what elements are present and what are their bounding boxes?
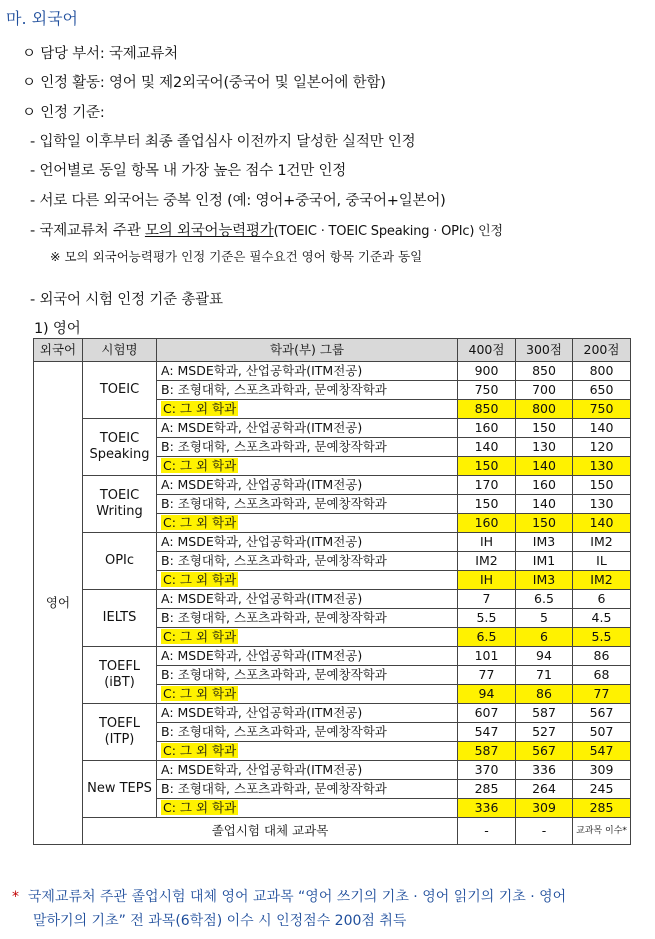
footnote-text-1: 국제교류처 주관 졸업시험 대체 영어 교과목 “영어 쓰기의 기초 · 영어 읽기의 기초 · 영어: [27, 889, 567, 905]
header-300: 300점: [516, 339, 573, 362]
group-label: A: MSDE학과, 산업공학과(ITM전공): [161, 534, 363, 549]
group-cell: [157, 495, 458, 514]
score-cell: IM2: [573, 571, 631, 590]
score-cell: 94: [516, 647, 573, 666]
score-cell: 309: [516, 799, 573, 818]
english-subheading: 1) 영어: [34, 321, 81, 337]
score-cell: 547: [458, 723, 516, 742]
score-cell: 850: [516, 362, 573, 381]
score-cell: 5.5: [573, 628, 631, 647]
score-cell: 4.5: [573, 609, 631, 628]
group-label: B: 조형대학, 스포츠과학과, 문예창작학과: [161, 382, 387, 397]
replacement-400: -: [458, 818, 516, 845]
criteria-item: - 입학일 이후부터 최종 졸업심사 이전까지 달성한 실적만 인정: [30, 134, 416, 150]
group-label: B: 조형대학, 스포츠과학과, 문예창작학과: [161, 724, 387, 739]
footnote-text-2: 말하기의 기초” 전 과목(6학점) 이수 시 인정점수 200점 취득: [33, 913, 407, 929]
group-cell: [157, 761, 458, 780]
group-cell: [157, 476, 458, 495]
score-cell: 336: [458, 799, 516, 818]
score-cell: IL: [573, 552, 631, 571]
score-cell: 130: [516, 438, 573, 457]
group-cell: [157, 609, 458, 628]
group-cell: [157, 419, 458, 438]
score-cell: 150: [516, 419, 573, 438]
group-cell: [157, 647, 458, 666]
footnote-line-1: [12, 886, 566, 906]
group-cell: [157, 533, 458, 552]
test-name-cell: OPIc: [83, 533, 157, 590]
mock-test-note: ※ 모의 외국어능력평가 인정 기준은 필수요건 영어 항목 기준과 동일: [50, 249, 423, 264]
score-cell: IM3: [516, 533, 573, 552]
replacement-300: -: [516, 818, 573, 845]
score-cell: 587: [516, 704, 573, 723]
score-cell: 527: [516, 723, 573, 742]
score-cell: 245: [573, 780, 631, 799]
score-cell: 140: [573, 514, 631, 533]
score-cell: 150: [458, 457, 516, 476]
group-cell: [157, 723, 458, 742]
group-cell: [157, 381, 458, 400]
score-cell: 700: [516, 381, 573, 400]
group-cell: [157, 552, 458, 571]
mock-test-prefix: - 국제교류처 주관: [30, 223, 145, 239]
score-cell: 150: [516, 514, 573, 533]
test-name-cell: TOEIC Writing: [83, 476, 157, 533]
header-400: 400점: [458, 339, 516, 362]
score-cell: 101: [458, 647, 516, 666]
score-cell: 650: [573, 381, 631, 400]
score-cell: 800: [516, 400, 573, 419]
group-label: C: 그 외 학과: [163, 743, 237, 758]
score-cell: 507: [573, 723, 631, 742]
group-label: C: 그 외 학과: [163, 572, 237, 587]
bullet-activity: ㅇ 인정 활동: 영어 및 제2외국어(중국어 및 일본어에 한함): [22, 75, 386, 91]
group-label: B: 조형대학, 스포츠과학과, 문예창작학과: [161, 781, 387, 796]
group-cell: [157, 362, 458, 381]
criteria-mock-test: [30, 219, 503, 240]
score-cell: 850: [458, 400, 516, 419]
score-cell: 160: [516, 476, 573, 495]
score-cell: 567: [573, 704, 631, 723]
score-cell: 567: [516, 742, 573, 761]
group-cell: [157, 514, 458, 533]
score-cell: 285: [458, 780, 516, 799]
group-label: C: 그 외 학과: [163, 458, 237, 473]
group-label: A: MSDE학과, 산업공학과(ITM전공): [161, 591, 363, 606]
score-cell: 309: [573, 761, 631, 780]
score-cell: 587: [458, 742, 516, 761]
score-cell: 77: [458, 666, 516, 685]
group-label: B: 조형대학, 스포츠과학과, 문예창작학과: [161, 553, 387, 568]
score-cell: 547: [573, 742, 631, 761]
score-cell: 750: [458, 381, 516, 400]
group-cell: [157, 571, 458, 590]
score-cell: IH: [458, 533, 516, 552]
group-label: B: 조형대학, 스포츠과학과, 문예창작학과: [161, 610, 387, 625]
group-label: A: MSDE학과, 산업공학과(ITM전공): [161, 420, 363, 435]
mock-test-underlined: 모의 외국어능력평가: [144, 223, 274, 239]
group-label: A: MSDE학과, 산업공학과(ITM전공): [161, 762, 363, 777]
score-cell: 370: [458, 761, 516, 780]
score-cell: 6.5: [516, 590, 573, 609]
group-label: C: 그 외 학과: [163, 686, 237, 701]
group-label: B: 조형대학, 스포츠과학과, 문예창작학과: [161, 667, 387, 682]
score-cell: 900: [458, 362, 516, 381]
table-row: [34, 419, 631, 438]
score-cell: 140: [516, 495, 573, 514]
table-header-row: [34, 339, 631, 362]
group-cell: [157, 590, 458, 609]
score-cell: 7: [458, 590, 516, 609]
group-cell: [157, 780, 458, 799]
score-cell: 130: [573, 495, 631, 514]
bullet-department: ㅇ 담당 부서: 국제교류처: [22, 46, 178, 62]
bullet-criteria: ㅇ 인정 기준:: [22, 105, 105, 121]
group-label: C: 그 외 학과: [163, 800, 237, 815]
score-cell: IM3: [516, 571, 573, 590]
score-cell: 6: [516, 628, 573, 647]
footnote-star: *: [12, 889, 19, 905]
score-cell: 285: [573, 799, 631, 818]
test-name-cell: IELTS: [83, 590, 157, 647]
score-cell: 5: [516, 609, 573, 628]
table-row: [34, 362, 631, 381]
score-cell: 336: [516, 761, 573, 780]
table-row: [34, 533, 631, 552]
score-cell: IH: [458, 571, 516, 590]
score-cell: 6: [573, 590, 631, 609]
header-group: 학과(부) 그룹: [157, 339, 458, 362]
table-row: [34, 476, 631, 495]
score-cell: 5.5: [458, 609, 516, 628]
group-label: C: 그 외 학과: [163, 401, 237, 416]
score-cell: 140: [516, 457, 573, 476]
score-cell: 264: [516, 780, 573, 799]
group-cell: [157, 457, 458, 476]
group-label: A: MSDE학과, 산업공학과(ITM전공): [161, 648, 363, 663]
group-cell: [157, 438, 458, 457]
score-cell: 86: [573, 647, 631, 666]
score-cell: IM2: [573, 533, 631, 552]
group-cell: [157, 666, 458, 685]
group-label: B: 조형대학, 스포츠과학과, 문예창작학과: [161, 439, 387, 454]
criteria-item: - 서로 다른 외국어는 중복 인정 (예: 영어+중국어, 중국어+일본어): [30, 193, 446, 209]
score-cell: 71: [516, 666, 573, 685]
score-cell: 160: [458, 419, 516, 438]
group-label: A: MSDE학과, 산업공학과(ITM전공): [161, 705, 363, 720]
table-row: [34, 590, 631, 609]
score-cell: IM2: [458, 552, 516, 571]
score-cell: 140: [458, 438, 516, 457]
criteria-item: - 언어별로 동일 항목 내 가장 높은 점수 1건만 인정: [30, 163, 347, 179]
test-name-cell: TOEFL (iBT): [83, 647, 157, 704]
group-label: B: 조형대학, 스포츠과학과, 문예창작학과: [161, 496, 387, 511]
mock-test-suffix: (TOEIC · TOEIC Speaking · OPIc) 인정: [273, 224, 503, 239]
test-name-cell: TOEFL (ITP): [83, 704, 157, 761]
score-cell: 150: [573, 476, 631, 495]
score-cell: 607: [458, 704, 516, 723]
header-test: 시험명: [83, 339, 157, 362]
test-name-cell: New TEPS: [83, 761, 157, 818]
score-cell: 77: [573, 685, 631, 704]
language-cell: 영어: [34, 362, 83, 845]
group-cell: [157, 799, 458, 818]
footnote-line-2: [33, 910, 406, 930]
group-cell: [157, 742, 458, 761]
score-cell: 86: [516, 685, 573, 704]
score-cell: 150: [458, 495, 516, 514]
score-cell: 130: [573, 457, 631, 476]
group-label: C: 그 외 학과: [163, 515, 237, 530]
score-cell: 750: [573, 400, 631, 419]
replacement-course-label: 졸업시험 대체 교과목: [83, 818, 458, 845]
score-cell: 94: [458, 685, 516, 704]
group-cell: [157, 628, 458, 647]
group-label: A: MSDE학과, 산업공학과(ITM전공): [161, 477, 363, 492]
score-cell: 140: [573, 419, 631, 438]
table-row: [34, 704, 631, 723]
table-row: [34, 761, 631, 780]
score-cell: IM1: [516, 552, 573, 571]
table-row-last: [34, 818, 631, 845]
score-cell: 160: [458, 514, 516, 533]
table-row: [34, 647, 631, 666]
score-cell: 68: [573, 666, 631, 685]
group-label: C: 그 외 학과: [163, 629, 237, 644]
header-language: 외국어: [34, 339, 83, 362]
test-name-cell: TOEIC Speaking: [83, 419, 157, 476]
score-cell: 6.5: [458, 628, 516, 647]
english-score-table: [33, 338, 631, 845]
group-cell: [157, 704, 458, 723]
score-cell: 120: [573, 438, 631, 457]
group-label: A: MSDE학과, 산업공학과(ITM전공): [161, 363, 363, 378]
group-cell: [157, 400, 458, 419]
summary-heading: - 외국어 시험 인정 기준 총괄표: [30, 292, 223, 308]
score-cell: 170: [458, 476, 516, 495]
test-name-cell: TOEIC: [83, 362, 157, 419]
group-cell: [157, 685, 458, 704]
replacement-200: 교과목 이수*: [573, 818, 631, 845]
header-200: 200점: [573, 339, 631, 362]
score-cell: 800: [573, 362, 631, 381]
section-title: 마. 외국어: [6, 9, 78, 28]
